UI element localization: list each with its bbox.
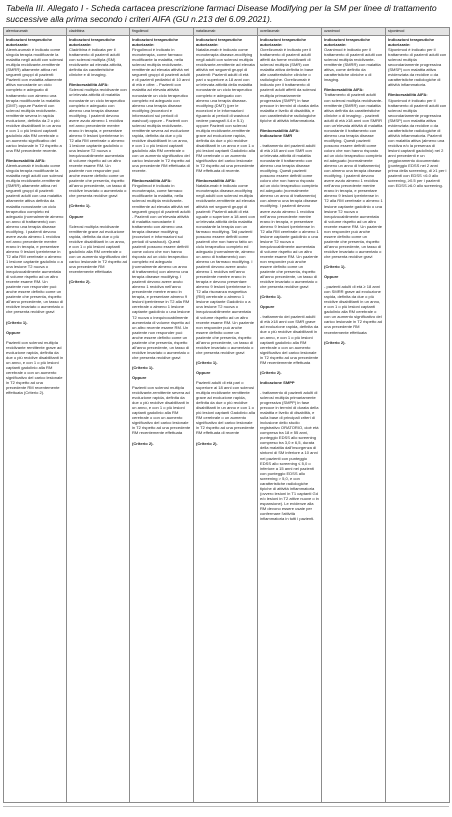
paragraph: - trattamento dei pazienti adulti di età ≥18 anni con SMR con un'elevata attività di malattia nonostante il trattamento con almeno una terapia disease modifying. Questi pazienti possono essere definiti come coloro che non hanno risposto ad un ciclo terapeutico completo ed adeguato (normalmente almeno un anno di trattamento) con almeno una terapia disease modifying. I pazienti devono avere avuto almeno 1 recidiva nell'anno precedente mentre erano in terapia, e presentare almeno 9 lesioni iperintense in T2 alla RM cerebrale o almeno 1 lesione captante gadolinio o una lesione T2 nuova o inequivocabilmente aumentata di volume rispetto ad un altro recente esame RM. Un paziente non responder può anche essere definito come un paziente che presenta, rispetto all'anno precedente, un tasso di recidive invariato o aumentato o che presenta recidive gravi — [260, 142, 319, 290]
criterion-label: Oppure — [6, 329, 21, 335]
criterion-label: (Criterio 2). — [260, 369, 282, 375]
section-heading: Indicazioni terapeutiche autorizzate: — [388, 37, 435, 48]
section-heading: Rimborsabilità AIFA: — [69, 82, 109, 88]
paragraph: Fingolimod è indicato in monoterapia, come farmaco modificante la malattia, nella sclerosi multipla recidivante-remittente ad elevata attività nei seguenti gruppi di pazienti adulti: - Pazienti con un'elevata attività di malattia nonostante il trattamento con almeno una terapia disease modifying (eccezioni e informazioni sui periodi di washout). Questi pazienti possono essere definiti come coloro che non hanno risposto ad un ciclo terapeutico completo ed adeguato (normalmente almeno un anno di trattamento) con almeno una terapia disease modifying. I pazienti devono avere avuto almeno 1 recidiva nell'anno precedente mentre erano in terapia, e presentare almeno 9 lesioni iperintense in T2 alla RM cerebrale o almeno 1 lesione captante gadolinio o una lesione T2 nuova o inequivocabilmente aumentata di volume rispetto ad un altro recente esame RM. Un paziente non responder può anche essere definito come un paziente che presenta, rispetto all'anno precedente, un tasso di recidive invariato o aumentato o che presenta recidive gravi — [132, 183, 191, 360]
paragraph: Pazienti con sclerosi multipla recidivante remittente grave ad evoluzione rapida, definita da due o più recidive disabilitanti in un anno, e con 1 o più lesioni captanti gadolinio alla RM cerebrale o con un aumento significativo del carico lesionale in T2 rispetto ad una precedente RM recentemente effettuata (Criterio 2). — [6, 339, 64, 396]
footer-divider — [3, 806, 449, 807]
criterion-label: Oppure — [324, 274, 339, 280]
section-heading: Rimborsabilità AIFA: — [132, 178, 172, 184]
criterion-label: (Criterio 1). — [196, 359, 218, 365]
paragraph: Siponimod è indicato per il trattamento di pazienti adulti con sclerosi multipla secondariamente progressiva (SMSP) con malattia attiva evidenziata da recidive o da caratteristiche radiologiche di attività infiammatoria. Pazienti con malattia attiva (almeno una recidiva e/o la presenza di lesioni captanti gadolinio) nei 2 anni precedenti e un peggioramento documentato (punteggio EDSS nei 2 anni prima della screening, di ≥1 per i pazienti con EDSS <6.0 allo screening, ≥0.5 per i pazienti con EDSS ≥6.0 allo screening. — [388, 97, 447, 189]
criterion-label: (Criterio 1). — [6, 319, 28, 325]
table-cell-fingolimod — [130, 36, 194, 803]
criterion-label: (Criterio 2). — [324, 339, 346, 345]
criterion-label: (Criterio 1). — [324, 264, 346, 270]
criterion-label: Oppure — [196, 369, 211, 375]
table-row — [4, 36, 450, 803]
paragraph: Siponimod è indicato per il trattamento di pazienti adulti con sclerosi multipla secondariamente progressiva (SMSP) con malattia attiva evidenziata da recidive o da caratteristiche radiologiche di attività infiammatoria. — [388, 47, 447, 88]
paragraph: - pazienti adulti di età ≥ 18 anni con SMRR grave ad evoluzione rapida, definita da due o più recidive disabilitanti in un anno, e con 1 o più lesioni captanti gadolinio alla RM cerebrale o con un aumento significativo del carico lesionale in T2 rispetto ad una precedente RM recentemente effettuata — [324, 284, 382, 335]
paragraph: Trattamento di pazienti adulti con sclerosi multipla recidivante-remittente (SMRR) con malattia attiva definita da caratteristiche cliniche o di imaging: - pazienti adulti di età ≥18 anni con SMRR con un'elevata attività di malattia nonostante il trattamento con almeno una terapia disease modifying. Questi pazienti possono essere definiti come coloro che non hanno risposto ad un ciclo terapeutico completo ed adeguato (normalmente almeno un anno di trattamento) con almeno una terapia disease modifying. I pazienti devono avere avuto almeno 1 recidiva nell'anno precedente mentre erano in terapia, e presentare almeno 9 lesioni iperintense in T2 alla RM cerebrale o almeno 1 lesione captante gadolinio o una lesione T2 nuova o inequivocabilmente aumentata di volume rispetto ad un altro recente esame RM. Un paziente non responder può anche essere definito come un paziente che presenta, rispetto all'anno precedente, un tasso di recidive invariato o aumentato o che presenta recidive gravi — [324, 92, 383, 259]
paragraph: Fingolimod è indicato in monoterapia, come farmaco modificante la malattia, nella sclerosi multipla recidivante-remittente ad elevata attività nei seguenti gruppi di pazienti adulti e di pazienti pediatrici di 10 anni di età e oltre: - Pazienti con malattia ad elevata attività nonostante un ciclo terapeutico completo ed adeguato con almeno una terapia disease modifying (eccezioni e informazioni sui periodi di washout) oppure - Pazienti con sclerosi multipla recidivante-remittente severa ad evoluzione rapida, definita da due o più recidive disabilitanti in un anno, e con 1 o più lesioni captanti gadolinio alla RM cerebrale o con un aumento significativo del carico lesionale in T2 rispetto ad una precedente RM effettuata di recente. — [132, 47, 190, 174]
document-title: Tabella III. Allegato I - Scheda cartacea prescrizione farmaci Disease Modifying per la SM per linee di trattamento successive alla prima secondo i criteri AIFA (GU n.213 del 6.09.2021). — [6, 3, 437, 24]
criterion-label: (Criterio 1). — [69, 203, 91, 209]
section-heading: Indicazioni terapeutiche autorizzate: — [132, 37, 179, 48]
paragraph: Sclerosi multipla recidivante remittente grave ad evoluzione rapida, definita da due o più recidive disabilitanti in un anno, e con 1 o più lesioni captanti gadolinio alla RM cerebrale o con un aumento significativo del carico lesionale in T2 rispetto ad una precedente RM recentemente effettuata — [69, 223, 127, 274]
table-cell-ozanimod — [322, 36, 386, 803]
paragraph: Alemtuzumab è indicato come singola terapia modificante la malattia negli adulti con sclerosi multipla recidivante-remittente (SMRR) altamente attiva nei seguenti gruppi di pazienti: Pazienti con malattia altamente attiva nonostante un ciclo completo e adeguato di trattamento con almeno una terapia modificante la malattia (DMT) oppure Pazienti con sclerosi multipla recidivante-remittente severa in rapida evoluzione, definita da 2 o più recidive disabilitanti in un anno e con 1 o più lesioni captanti gadolinio alla RM cerebrale o un aumento significativo del carico lesionale in T2 rispetto a una RM precedente recente. — [6, 47, 64, 154]
section-heading: Indicazioni terapeutiche autorizzate: — [324, 37, 371, 48]
criterion-label: (Criterio 2). — [196, 440, 218, 446]
criterion-label: (Criterio 2). — [69, 279, 91, 285]
section-heading: Indicazioni terapeutiche autorizzate: — [196, 37, 243, 48]
paragraph: Natalizumab è indicato come monoterapia disease-modifying negli adulti con sclerosi multipla recidivante-remittente ad elevata attività nei seguenti gruppi di pazienti: Pazienti adulti di età pari o superiore a 18 anni con un'elevata attività della malattia nonostante un ciclo terapeutico completo e adeguato con almeno una terapia disease-modifying (DMT) (per le eccezioni e le informazioni riguardo ai periodi di washout vedere paragrafi 4.4 e 5.1) oppure Pazienti con sclerosi multipla recidivante-remittente grave ad evoluzione rapida, definita da due o più recidive disabilitanti in un anno e con 1 o più lesioni captanti Gadolinio alla RM cerebrale o un aumento significativo del carico lesionale in T2 rispetto ad una precedente RM effettuata di recente. — [196, 47, 255, 174]
paragraph: Natalizumab è indicato come monoterapia disease-modifying negli adulti con sclerosi multipla recidivante-remittente ad elevata attività nei seguenti gruppi di pazienti: Pazienti adulti di età uguale o superiore a 18 anni con un'elevata attività della malattia nonostante la terapia con un farmaco modifying. Tali pazienti possono essere definiti come pazienti che non hanno fatto un ciclo terapeutico completo ed adeguato (normalmente, almeno un anno di trattamento) con almeno un farmaco modifying. I pazienti devono avere avuto almeno 1 recidiva nell'anno precedente mentre erano in terapia e devono presentare almeno 9 lesioni iperintense in T2 alla risonanza magnetica (RM) cerebrale o almeno 1 lesione captante Gadolinio o a una lesione T2 nuova o inequivocabilmente aumentata di volume rispetto ad un altro recente esame RM. Un paziente non responder può anche essere definito come un paziente che presenta, rispetto all'anno precedente, un tasso di recidive invariato o aumentato o che presenta recidive gravi — [196, 183, 255, 355]
section-heading: Indicazioni terapeutiche autorizzate: — [6, 37, 53, 48]
column-header-cladribina: cladribina — [67, 28, 130, 36]
criterion-label: Oppure — [69, 213, 84, 219]
section-heading: Rimborsabilità AIFA: — [388, 92, 428, 98]
criterion-label: (Criterio 2). — [132, 440, 154, 446]
paragraph: Pazienti con sclerosi multipla recidivante-remittente severa ad evoluzione rapida, definita da due o più recidive disabilitanti in un anno, e con 1 o più lesioni captanti gadolinio alla RM cerebrale o con un aumento significativo del carico lesionale in T2 rispetto ad una precedente RM recentemente effettuata — [132, 385, 191, 436]
section-heading: Indicazioni terapeutiche autorizzate: — [260, 37, 307, 48]
column-header-alemtuzumab: alemtuzumab — [4, 28, 67, 36]
criterion-label: Indicazione SMPP — [260, 379, 295, 385]
table-cell-ocrelizumab — [258, 36, 322, 803]
criterion-label: Oppure — [260, 304, 275, 310]
paragraph: - trattamento dei pazienti adulti di età ≥18 anni con SMR grave ad evoluzione rapida, definita da due o più recidive disabilitanti in un anno, e con 1 o più lesioni captanti gadolinio alla RM cerebrale o con un aumento significativo del carico lesionale in T2 rispetto ad una precedente RM recentemente effettuata — [260, 314, 319, 365]
paragraph: Pazienti adulti di età pari o superiore ai 18 anni con sclerosi multipla recidivante remittente grave ad evoluzione rapida, definita da due o più recidive disabilitanti in un anno e con 1 o più lesioni captanti Gadolinio alla RM cerebrale o un aumento significativo del carico lesionale in T2 rispetto ad una precedente RM effettuata di recente — [196, 380, 255, 436]
paragraph: Ocrelizumab è indicato per il trattamento di pazienti adulti affetti da forme recidivanti di sclerosi multipla (SMR) con malattia attiva definita in base alle caratteristiche cliniche o radiologiche. Ocrelizumab è indicato per il trattamento di pazienti adulti affetti da sclerosi multipla primariamente progressiva (SMPP) in fase precoce in termini di durata della malattia e livello di disabilità, e con caratteristiche radiologiche tipiche di attività infiammatoria. — [260, 47, 319, 123]
criterion-label: (Criterio 1). — [260, 294, 282, 300]
table-cell-natalizumab — [194, 36, 258, 803]
section-heading: Rimborsabilità AIFA: — [196, 178, 236, 184]
paragraph: Cladribina è indicata per il trattamento di pazienti adulti con sclerosi multipla (SM) recidivante ad elevata attività, definita da caratteristiche cliniche e di imaging. — [69, 47, 123, 78]
paragraph: Sclerosi multipla recidivante con un'elevata attività di malattia nonostante un ciclo terapeutico completo e adeguato con almeno una terapia disease modifying. I pazienti devono avere avuto almeno 1 recidiva nel anno precedente mentre erano in terapia, e presentare almeno 9 lesioni iperintense in T2 alla RM cerebrale o almeno 1 lesione captante gadolinio o una lesione T2 nuova o inequivocabilmente aumentata di volume rispetto ad un altro recente esame RM. Un paziente non responder può anche essere definito come un paziente che presenta, rispetto all'anno precedente, un tasso di recidive invariato o aumentato o che presenta recidive gravi — [69, 87, 127, 199]
paragraph: Alemtuzumab è indicato come singola terapia modificante la malattia negli adulti con sclerosi multipla recidivante-remittente (SMRR) altamente attiva nei seguenti gruppi di pazienti: pazienti adulti con una malattia altamente attiva definita da malattia nonostante un ciclo terapeutico completo ed adeguato (normalmente almeno un anno di trattamento) con almeno una terapia disease modifying. I pazienti devono avere avuto almeno 1 recidiva nel anno precedente mentre erano in terapia, e presentare almeno 9 lesioni iperintense in T2 alla RM cerebrale o almeno 1 lesione captante gadolinio o a una lesione T2 nuova o inequivocabilmente aumentata di volume rispetto ad un altro recente esame RM. Un paziente non responder può anche essere definito come un paziente che presenta, rispetto all'anno precedente, un tasso di recidive invariato o aumentato o che presenta recidive gravi — [6, 163, 64, 315]
column-header-natalizumab: natalizumab — [194, 28, 258, 36]
paragraph: - trattamento di pazienti adulti di sclerosi multipla primariamente progressiva (SMPP) in fase precoce in termini di durata della malattia e livello di disabilità, e sulla base di principali criteri di inclusione dello studio registrativo ORATORIO, cioè età compresa tra 18 e 55 anni, punteggio EDSS allo screening compreso tra 3,0 e 6,5, durata della malattia dall'insorgenza di sintomi di SM inferiore a 10 anni nei pazienti con punteggio EDSS allo screening ≤ 5,0 o inferiore a 15 anni nei pazienti con punteggio EDSS allo screening > 5,0, e con caratteristiche radiologiche tipiche di attività infiammatoria (ovvero lesioni in T1 captanti Gd e/o lesioni in T2 attive nuove o in espansione). Le evidenze alla RM devono essere usate per confermare l'attività infiammatoria in tutti i pazienti. — [260, 389, 319, 522]
section-heading: Rimborsabilità AIFA: — [6, 158, 46, 164]
table-cell-siponimod — [386, 36, 450, 803]
column-header-fingolimod: fingolimod — [130, 28, 194, 36]
section-heading: Rimborsabilità AIFA: — [260, 127, 300, 133]
criterion-label: Indicazione SMR — [260, 132, 293, 138]
section-heading: Indicazioni terapeutiche autorizzate: — [69, 37, 116, 48]
table-cell-alemtuzumab — [4, 36, 67, 803]
table-header-row — [4, 28, 450, 36]
column-header-ocrelizumab: ocrelizumab — [258, 28, 322, 36]
paragraph: Ozanimod è indicato per il trattamento di pazienti adulti con sclerosi multipla recidivante-remittente (SMRR) con malattia attiva, come definito da caratteristiche cliniche o di imaging. — [324, 47, 383, 83]
column-header-ozanimod: ozanimod — [322, 28, 386, 36]
table-cell-cladribina — [67, 36, 130, 803]
section-heading: Rimborsabilità AIFA: — [324, 87, 364, 93]
drug-criteria-table — [3, 27, 450, 803]
column-header-siponimod: siponimod — [386, 28, 450, 36]
criterion-label: Oppure — [132, 375, 147, 380]
criterion-label: (Criterio 1). — [132, 364, 154, 370]
